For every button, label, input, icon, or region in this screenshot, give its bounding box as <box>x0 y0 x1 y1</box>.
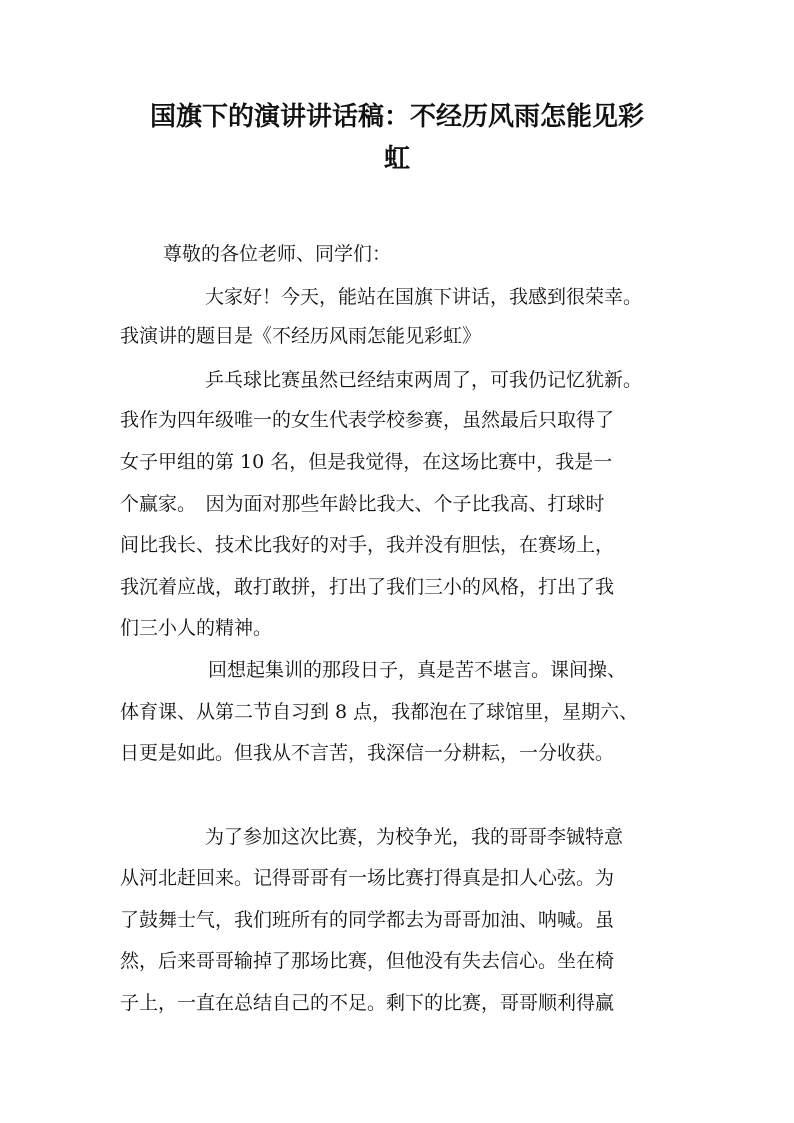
paragraph-line: 子上，一直在总结自己的不足。剩下的比赛，哥哥顺利得赢 <box>120 992 615 1014</box>
paragraph-line: 我演讲的题目是《不经历风雨怎能见彩虹》 <box>120 325 482 347</box>
salutation: 尊敬的各位老师、同学们： <box>163 243 392 265</box>
paragraph-line: 体育课、从第二节自习到 8 点，我都泡在了球馆里，星期六、 <box>120 701 639 723</box>
paragraph-line: 为了参加这次比赛，为校争光，我的哥哥李铖特意 <box>205 826 624 848</box>
document-title-line-2: 虹 <box>383 144 410 174</box>
paragraph-line: 我作为四年级唯一的女生代表学校参赛，虽然最后只取得了 <box>120 409 615 431</box>
paragraph-line: 日更是如此。但我从不言苦，我深信一分耕耘，一分收获。 <box>120 742 615 764</box>
paragraph-line: 了鼓舞士气，我们班所有的同学都去为哥哥加油、呐喊。虽 <box>120 909 615 931</box>
paragraph-line: 个赢家。 因为面对那些年龄比我大、个子比我高、打球时 <box>120 493 605 515</box>
paragraph-line: 间比我长、技术比我好的对手，我并没有胆怯，在赛场上， <box>120 534 615 556</box>
paragraph-line: 乒乓球比赛虽然已经结束两周了，可我仍记忆犹新。 <box>205 369 643 391</box>
paragraph-line: 然，后来哥哥输掉了那场比赛，但他没有失去信心。坐在椅 <box>120 950 615 972</box>
paragraph-line: 从河北赶回来。记得哥哥有一场比赛打得真是扣人心弦。为 <box>120 867 615 889</box>
paragraph-line: 女子甲组的第 10 名，但是我觉得，在这场比赛中，我是一 <box>120 451 613 473</box>
paragraph-line: 大家好！今天，能站在国旗下讲话，我感到很荣幸。 <box>205 286 643 308</box>
paragraph-line: 我沉着应战，敢打敢拼，打出了我们三小的风格，打出了我 <box>120 576 615 598</box>
document-title-line-1: 国旗下的演讲讲话稿：不经历风雨怎能见彩 <box>149 102 644 132</box>
paragraph-line: 们三小人的精神。 <box>120 617 273 639</box>
paragraph-line: 回想起集训的那段日子，真是苦不堪言。课间操、 <box>208 659 627 681</box>
